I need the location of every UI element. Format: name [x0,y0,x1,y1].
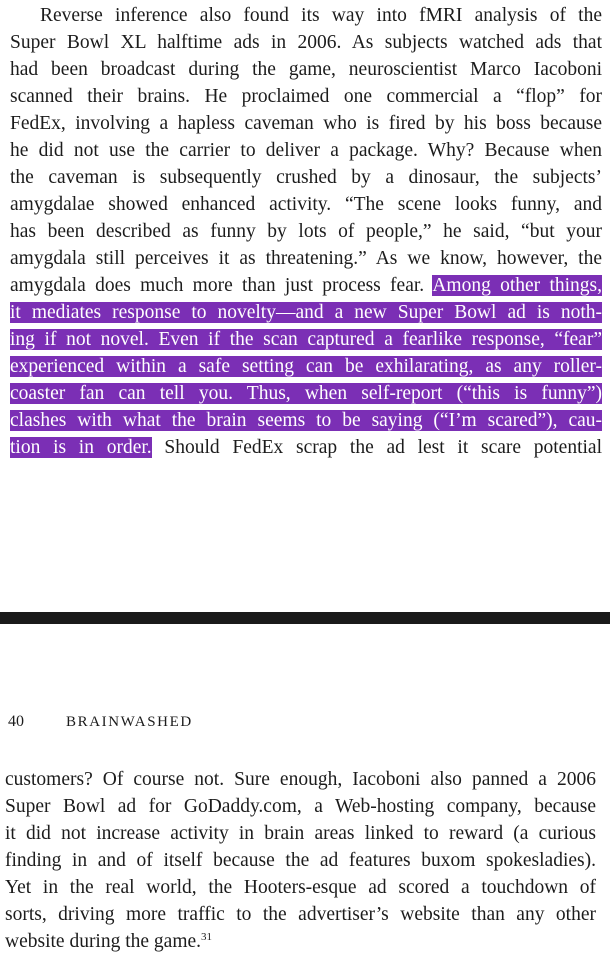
running-title: BRAINWASHED [66,714,193,730]
paragraph-line [10,299,602,326]
paragraph-line: has been described as funny by lots of people,” he said, “but your [10,221,602,242]
paragraph-line: customers? Of course not. Sure enough, Iacoboni also panned a 2006 [5,769,596,790]
paragraph-line: scanned their brains. He proclaimed one commercial a “flop” for [10,86,602,107]
paragraph-line: he did not use the carrier to deliver a package. Why? Because when [10,140,602,161]
paragraph-line [10,434,602,461]
plain-text: Should FedEx scrap the ad lest it scare potential [151,437,602,458]
highlighted-text[interactable]: experienced within a safe setting can be exhilarating, as any roller- [10,356,602,377]
paragraph-line: FedEx, involving a hapless caveman who is fired by his boss because [10,113,602,134]
paragraph-line [10,380,602,407]
paragraph-line: amygdalae showed enhanced activity. “The scene looks funny, and [10,194,602,215]
footnote-reference[interactable]: 31 [201,931,213,943]
paragraph-line: Yet in the real world, the Hooters-esque ad scored a touchdown of [5,877,596,898]
paragraph-line: amygdala still perceives it as threatening.” As we know, however, the [10,248,602,269]
highlighted-text[interactable]: ing if not novel. Even if the scan captured a fearlike response, “fear” [10,329,602,350]
highlighted-text[interactable]: Among other things, [432,275,602,296]
paragraph-line: Reverse inference also found its way into fMRI analysis of the [40,5,602,26]
plain-text: amygdala does much more than just process fear. [10,275,433,296]
highlighted-text[interactable]: coaster fan can tell you. Thus, when self-report (“this is funny”) [10,383,602,404]
page-number: 40 [8,713,24,730]
running-head [8,710,308,734]
paragraph-line [10,407,602,434]
plain-text: website during the game. [5,931,202,952]
highlighted-text[interactable]: tion is in order. [10,437,152,458]
paragraph-line: Super Bowl ad for GoDaddy.com, a Web-hosting company, because [5,796,596,817]
paragraph-line: the caveman is subsequently crushed by a dinosaur, the subjects’ [10,167,602,188]
paragraph-line [10,272,602,299]
paragraph-line [10,326,602,353]
paragraph-line: finding in and of itself because the ad features buxom spokesladies). [5,850,596,871]
highlighted-text[interactable]: clashes with what the brain seems to be saying (“I’m scared”), cau- [10,410,602,431]
paragraph-line: it did not increase activity in brain areas linked to reward (a curious [5,823,596,844]
paragraph-line [10,353,602,380]
page-divider [0,612,610,624]
paragraph-line: sorts, driving more traffic to the advertiser’s website than any other [5,904,596,925]
paragraph-line: Super Bowl XL halftime ads in 2006. As subjects watched ads that [10,32,602,53]
paragraph-line [5,928,596,955]
paragraph-line: had been broadcast during the game, neuroscientist Marco Iacoboni [10,59,602,80]
highlighted-text[interactable]: it mediates response to novelty—and a new Super Bowl ad is noth- [10,302,602,323]
